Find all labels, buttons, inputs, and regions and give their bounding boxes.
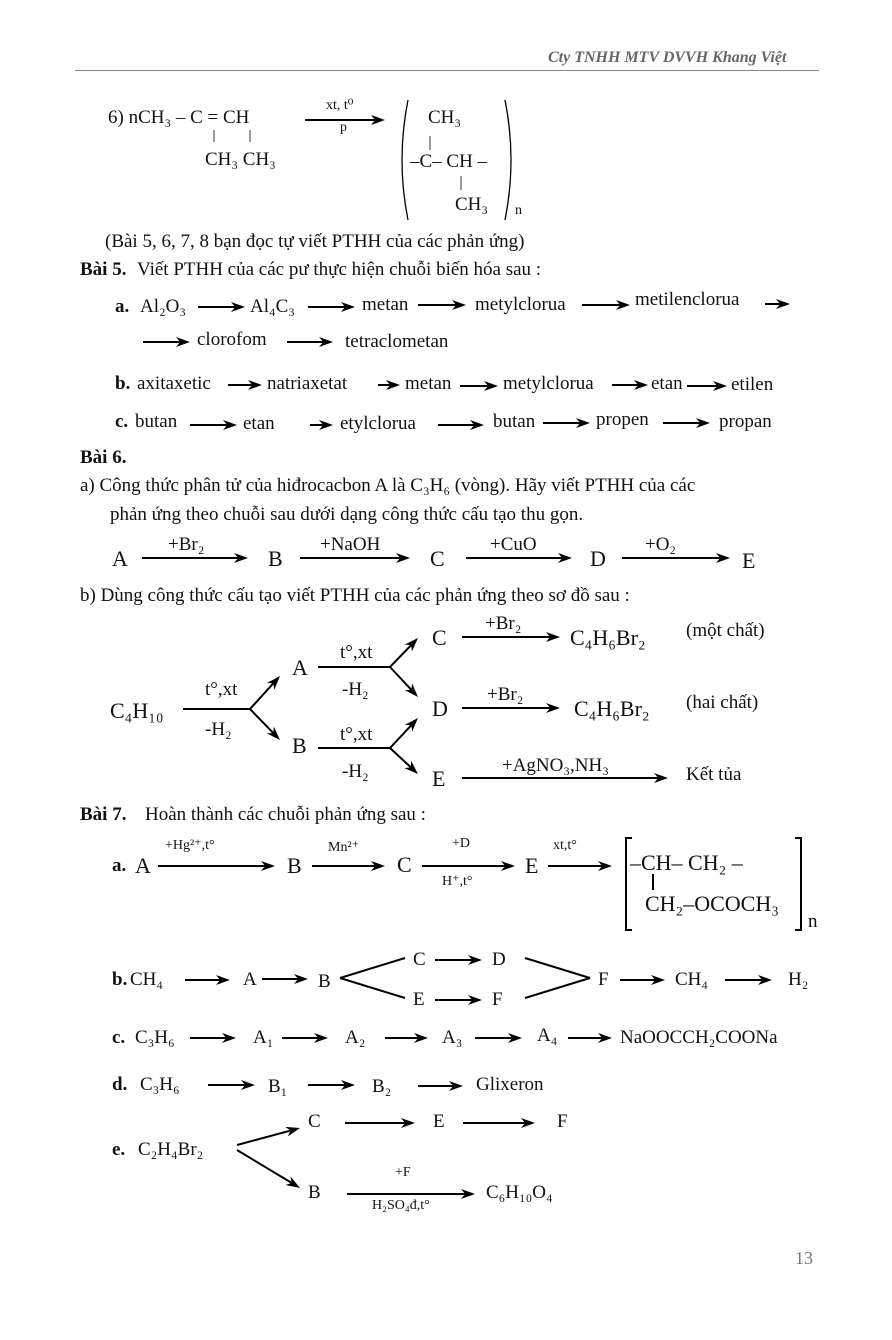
chain-item: A₂ <box>345 1027 366 1048</box>
reaction-arrow <box>568 1033 612 1043</box>
chain-item: B <box>287 853 302 878</box>
chain-item: Al₂O₃ <box>140 296 186 317</box>
chain-item: E <box>525 853 539 878</box>
chain-item: etan <box>243 413 275 434</box>
reaction-line <box>340 978 405 998</box>
polymer-chain: –CH– CH₂ – <box>630 850 743 875</box>
reagent: +NaOH <box>320 534 381 555</box>
chain-item: propen <box>596 409 649 430</box>
reaction-arrow <box>237 1127 300 1145</box>
reagent: +D <box>452 836 471 851</box>
reagent: H⁺,t° <box>442 874 473 889</box>
chain-item: C₃H₆ <box>135 1027 175 1048</box>
chain-item: metan <box>405 373 452 394</box>
reaction-arrow <box>548 861 612 871</box>
scheme-A: A <box>292 655 308 680</box>
chain-item: metylclorua <box>475 294 566 315</box>
chain-item: propan <box>719 411 772 432</box>
reaction-arrow <box>475 1033 522 1043</box>
reaction-arrow <box>390 748 418 774</box>
chain-item: B <box>318 971 331 992</box>
chain-item: C <box>397 852 412 877</box>
reaction-arrow <box>390 638 418 667</box>
reaction-arrow <box>663 418 710 428</box>
scheme-condition: t°,xt <box>340 724 373 745</box>
chain-item: D <box>590 546 606 571</box>
reaction-arrow <box>463 1118 535 1128</box>
chain-item: metan <box>362 294 409 315</box>
chain-item: C₆H₁₀O₄ <box>486 1182 553 1203</box>
chain-item: axitaxetic <box>137 373 211 394</box>
scheme-C: C <box>432 625 447 650</box>
reaction-arrow <box>287 337 333 347</box>
reaction6-condition-top: xt, t⁰ <box>326 98 354 113</box>
reaction-arrow <box>687 381 727 391</box>
note: (một chất) <box>686 620 765 641</box>
reaction6-product-mid: –C– CH – <box>410 151 488 172</box>
reaction-line <box>340 958 405 978</box>
reaction-arrow <box>620 975 665 985</box>
reaction-arrow <box>582 300 630 310</box>
chain-item: B₂ <box>372 1076 392 1097</box>
right-bracket <box>795 838 801 930</box>
chain-item: B <box>308 1182 321 1203</box>
chain-item: C <box>413 949 426 970</box>
chain-item: C₃H₆ <box>140 1074 180 1095</box>
reaction-arrow <box>190 1033 236 1043</box>
bai7-c-label: c. <box>112 1027 126 1048</box>
bai7-e-label: e. <box>112 1139 126 1160</box>
scheme-condition: -H₂ <box>205 719 232 740</box>
reaction-arrow <box>158 861 275 871</box>
reaction6-reactant: 6) nCH₃ – C = CH <box>108 107 250 128</box>
reaction-line <box>525 958 590 978</box>
bai5-title: Bài 5. <box>80 259 127 280</box>
reaction-arrow <box>422 861 515 871</box>
reaction-arrow <box>208 1080 255 1090</box>
reaction-arrow <box>543 418 590 428</box>
product: C₄H₆Br₂ <box>570 625 646 650</box>
reaction-arrow <box>438 420 484 430</box>
chain-item: D <box>492 949 506 970</box>
chain-item: E <box>742 548 756 573</box>
reaction6-branches: CH₃ CH₃ <box>205 149 276 170</box>
bai5-c-label: c. <box>115 411 129 432</box>
note: (hai chất) <box>686 692 759 713</box>
chain-item: CH₄ <box>130 969 164 990</box>
reaction-arrow <box>418 1081 463 1091</box>
chain-item: butan <box>135 411 178 432</box>
reagent: +F <box>395 1165 411 1180</box>
reaction-arrow <box>250 676 280 709</box>
chain-item: A₄ <box>537 1025 558 1046</box>
reagent: +Br₂ <box>487 684 524 705</box>
bai7-a-label: a. <box>112 855 127 876</box>
bai7-instruction: Hoàn thành các chuỗi phản ứng sau : <box>145 804 426 825</box>
chain-item: tetraclometan <box>345 331 449 352</box>
reaction-arrow <box>765 299 790 309</box>
reagent: +Hg²⁺,t° <box>165 838 215 853</box>
reaction-arrow <box>237 1150 300 1188</box>
reaction6-product-bottom: CH₃ <box>455 194 489 215</box>
chain-item: metylclorua <box>503 373 594 394</box>
scheme-D: D <box>432 696 448 721</box>
bai7-b-label: b. <box>112 969 128 990</box>
note-text: (Bài 5, 6, 7, 8 bạn đọc tự viết PTHH của các phản ứng) <box>105 231 525 252</box>
reaction-arrow <box>185 975 230 985</box>
product: Kết tủa <box>686 764 742 785</box>
polymer-sidechain: CH₂–OCOCH₃ <box>645 891 779 916</box>
reaction6-condition-bottom: p <box>340 120 347 135</box>
chain-item: E <box>433 1111 445 1132</box>
chain-item: C₂H₄Br₂ <box>138 1139 204 1160</box>
chain-item: F <box>557 1111 568 1132</box>
reagent: +Br₂ <box>485 613 522 634</box>
scheme-condition: t°,xt <box>340 642 373 663</box>
chain-item: etilen <box>731 374 774 395</box>
chain-item: C <box>308 1111 321 1132</box>
bai7-d-label: d. <box>112 1074 128 1095</box>
reaction-arrow <box>198 302 245 312</box>
bai5-b-label: b. <box>115 373 131 394</box>
reaction-arrow <box>312 861 385 871</box>
scheme-B: B <box>292 733 307 758</box>
chain-item: Glixeron <box>476 1074 544 1095</box>
reaction-arrow <box>282 1033 328 1043</box>
scheme-start: C₄H₁₀ <box>110 698 164 723</box>
chain-item: Al₄C₃ <box>250 296 295 317</box>
chain-item: A₁ <box>253 1027 274 1048</box>
scheme-condition: t°,xt <box>205 679 238 700</box>
chain-item: natriaxetat <box>267 373 348 394</box>
reaction-arrow <box>612 380 648 390</box>
reaction-arrow <box>418 300 466 310</box>
reaction-arrow <box>190 420 237 430</box>
reaction6-product-top: CH₃ <box>428 107 462 128</box>
page-number: 13 <box>795 1248 813 1268</box>
chain-item: A <box>135 853 151 878</box>
reaction-arrow <box>143 337 190 347</box>
bai5-instruction: Viết PTHH của các pư thực hiện chuỗi biến hóa sau : <box>137 259 542 280</box>
chain-item: NaOOCCH₂COONa <box>620 1027 778 1048</box>
reaction-arrow <box>390 718 418 748</box>
reaction-arrow <box>435 995 482 1005</box>
chain-item: B₁ <box>268 1076 288 1097</box>
reaction-arrow <box>460 381 498 391</box>
reaction-arrow <box>250 709 280 740</box>
chain-item: A <box>243 969 257 990</box>
reaction-line <box>525 978 590 998</box>
reaction-arrow <box>262 974 308 984</box>
chain-item: B <box>268 546 283 571</box>
reaction-arrow <box>435 955 482 965</box>
chain-item: clorofom <box>197 329 267 350</box>
chain-item: metilenclorua <box>635 289 740 310</box>
chain-item: etan <box>651 373 683 394</box>
reaction-arrow <box>385 1033 428 1043</box>
bai7-title: Bài 7. <box>80 804 127 825</box>
reaction-arrow <box>345 1118 415 1128</box>
reagent: +CuO <box>490 534 537 555</box>
reaction6-n: n <box>515 203 522 218</box>
reaction-arrow <box>310 420 333 430</box>
reaction-arrow <box>390 667 418 697</box>
reagent: xt,t° <box>553 838 577 853</box>
reagent: +Br₂ <box>168 534 205 555</box>
reagent: +O₂ <box>645 534 677 555</box>
reaction-arrow <box>725 975 772 985</box>
bai6-a-line1: a) Công thức phân tử của hiđrocacbon A là C₃H₆ (vòng). Hãy viết PTHH của các <box>80 475 696 496</box>
chain-item: A₃ <box>442 1027 463 1048</box>
reaction-arrow <box>308 302 355 312</box>
arrowhead-icon <box>285 1176 300 1188</box>
chain-item: CH₄ <box>675 969 709 990</box>
product: C₄H₆Br₂ <box>574 696 650 721</box>
bai6-title: Bài 6. <box>80 447 127 468</box>
reagent: +AgNO₃,NH₃ <box>502 755 609 776</box>
reaction-arrow <box>308 1080 355 1090</box>
scheme-condition: -H₂ <box>342 761 369 782</box>
chain-item: butan <box>493 411 536 432</box>
chain-item: A <box>112 546 128 571</box>
chain-item: E <box>413 989 425 1010</box>
header-publisher: Cty TNHH MTV DVVH Khang Việt <box>548 49 787 66</box>
reaction-arrow <box>228 380 262 390</box>
chain-item: F <box>492 989 503 1010</box>
bai6-b-line: b) Dùng công thức cấu tạo viết PTHH của các phản ứng theo sơ đồ sau : <box>80 585 630 606</box>
chain-item: F <box>598 969 609 990</box>
scheme-E: E <box>432 766 446 791</box>
reagent: Mn²⁺ <box>328 840 360 855</box>
left-parenthesis <box>402 100 408 220</box>
scheme-condition: -H₂ <box>342 679 369 700</box>
polymer-n: n <box>808 911 818 932</box>
reaction-arrow <box>378 380 400 390</box>
chain-item: C <box>430 546 445 571</box>
right-parenthesis <box>505 100 511 220</box>
reagent: H₂SO₄đ,t° <box>372 1198 430 1213</box>
bai5-a-label: a. <box>115 296 130 317</box>
bai6-a-line2: phản ứng theo chuỗi sau dưới dạng công thức cấu tạo thu gọn. <box>110 504 584 525</box>
chain-item: etylclorua <box>340 413 416 434</box>
chain-item: H₂ <box>788 969 809 990</box>
